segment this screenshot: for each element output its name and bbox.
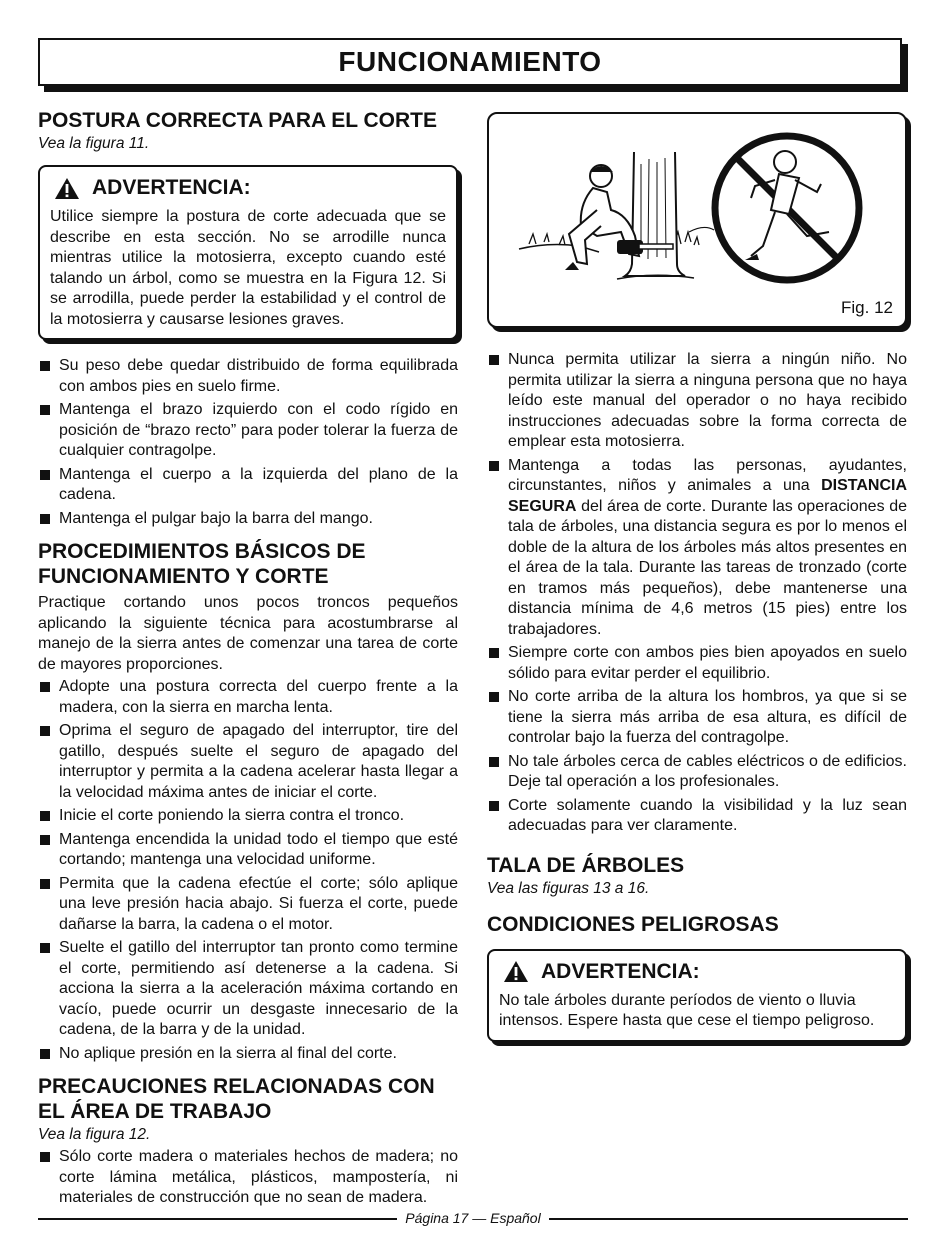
bullet-list [38, 356, 458, 529]
bullet-square-icon [40, 1152, 50, 1162]
figure-reference: Vea la figura 12. [38, 1126, 151, 1143]
bullet-list [487, 350, 907, 837]
list-item [38, 1044, 458, 1065]
figure-reference: Vea las figuras 13 a 16. [487, 879, 650, 897]
list-item-text: Corte solamente cuando la visibilidad y la luz sean adecuadas para ver claramente. [508, 796, 907, 834]
bullet-square-icon [40, 1049, 50, 1059]
page-title: FUNCIONAMIENTO [38, 38, 902, 86]
list-item-text-bold: DISTANCIA SEGURA [508, 477, 907, 515]
list-item [38, 806, 458, 827]
figure-reference: Vea la figura 11. [38, 135, 150, 152]
bullet-square-icon [40, 682, 50, 692]
warning-text: No tale árboles durante períodos de viento o lluvia intensos. Espere hasta que cese el tiempo peligroso. [499, 991, 875, 1029]
list-item [38, 721, 458, 803]
list-item-text: Oprima el seguro de apagado del interruptor, tire del gatillo, después suelte el seguro de apagado del interruptor y permita a la cadena acelerar hasta llegar a la velocidad máxima antes de iniciar el corte. [59, 722, 458, 801]
list-item [38, 400, 458, 462]
list-item-text: Mantenga encendida la unidad todo el tiempo que esté cortando; mantenga una velocidad uniforme. [59, 830, 458, 868]
list-item [38, 356, 458, 397]
warning-header [503, 959, 895, 985]
figure-12 [487, 112, 907, 328]
list-item [38, 830, 458, 871]
section-title-condiciones: CONDICIONES PELIGROSAS [487, 912, 779, 936]
list-item-text: Permita que la cadena efectúe el corte; sólo aplique una leve presión hacia abajo. Si fuerza el corte, puede dañarse la barra, la cadena o el motor. [59, 874, 458, 933]
bullet-square-icon [40, 470, 50, 480]
list-item-text: No tale árboles cerca de cables eléctricos o de edificios. Deje tal operación a los profesionales. [508, 752, 907, 790]
list-item-text: Adopte una postura correcta del cuerpo frente a la madera, con la sierra en marcha lenta. [59, 678, 458, 716]
warning-triangle-icon [503, 960, 529, 983]
list-item [487, 456, 907, 641]
left-column [38, 108, 458, 1212]
right-column [487, 112, 907, 1042]
list-item-text: Mantenga el pulgar bajo la barra del mango. [59, 509, 373, 527]
bullet-square-icon [489, 757, 499, 767]
list-item-text: Suelte el gatillo del interruptor tan pronto como termine el corte, permitiendo así detenerse a la cadena. Si acciona la sierra a la aceleración máxima cortando en vacío, puede ocurrir un desgaste innecesario de la cadena, de la barra y de la unidad. [59, 939, 458, 1038]
bullet-square-icon [489, 692, 499, 702]
section-title-procedimientos: PROCEDIMIENTOS BÁSICOS DE FUNCIONAMIENTO Y CORTE [38, 540, 366, 588]
list-item [487, 643, 907, 684]
list-item [487, 796, 907, 837]
section-intro: Practique cortando unos pocos troncos pequeños aplicando la siguiente técnica para acostumbrarse al manejo de la sierra antes de comenzar una tarea de corte de mayores proporciones. [38, 594, 458, 673]
figure-label: Fig. 12 [841, 298, 893, 317]
list-item-text: No aplique presión en la sierra al final del corte. [59, 1044, 397, 1062]
list-item [38, 677, 458, 718]
bullet-square-icon [489, 461, 499, 471]
bullet-list [38, 1147, 458, 1209]
list-item-text-post: del área de corte. Durante las operaciones de tala de árboles, una distancia segura es por lo menos el doble de la altura de los árboles más altos presentes en el área de la tala. Durante las tareas de tronzado (corte en tramos más pequeños), debe mantenerse una distancia mínima de 4,6 metros (15 pies) entre los trabajadores. [508, 497, 907, 638]
section-title-tala: TALA DE ÁRBOLES [487, 853, 685, 877]
list-item [38, 1147, 458, 1209]
list-item-text: Sólo corte madera o materiales hechos de madera; no corte lámina metálica, plásticos, mampostería, ni materiales de construcción que no sean de madera. [59, 1148, 458, 1206]
bullet-square-icon [489, 801, 499, 811]
warning-box [38, 165, 458, 340]
feller-kneeling-illustration [489, 114, 905, 326]
warning-title: ADVERTENCIA: [541, 959, 700, 983]
warning-title: ADVERTENCIA: [92, 176, 251, 199]
bullet-square-icon [40, 514, 50, 524]
list-item-text-pre: Mantenga a todas las personas, ayudantes, circunstantes, niños y animales a una [508, 456, 907, 494]
list-item-text: Nunca permita utilizar la sierra a ningún niño. No permita utilizar la sierra a ninguna persona que no haya leído este manual del operador o no haya recibido instrucciones adecuadas sobre la forma correcta de emplear esta motosierra. [508, 351, 907, 450]
list-item [38, 465, 458, 506]
list-item [38, 874, 458, 936]
bullet-square-icon [40, 405, 50, 415]
bullet-square-icon [40, 879, 50, 889]
list-item [487, 752, 907, 793]
bullet-square-icon [40, 361, 50, 371]
list-item-text: Mantenga el cuerpo a la izquierda del plano de la cadena. [59, 465, 458, 503]
page-footer [38, 1208, 908, 1228]
bullet-square-icon [40, 943, 50, 953]
bullet-square-icon [40, 835, 50, 845]
list-item [38, 938, 458, 1041]
section-title-postura: POSTURA CORRECTA PARA EL CORTE [38, 109, 438, 132]
list-item [487, 350, 907, 453]
list-item-text: Su peso debe quedar distribuido de forma equilibrada con ambos pies en suelo firme. [59, 357, 458, 395]
list-item-text: Mantenga el brazo izquierdo con el codo rígido en posición de “brazo recto” para poder tolerar la fuerza de cualquier contragolpe. [59, 401, 458, 459]
list-item [38, 509, 458, 530]
warning-header [54, 175, 446, 201]
warning-box [487, 949, 907, 1042]
bullet-list [38, 677, 458, 1064]
bullet-square-icon [489, 648, 499, 658]
section-title-precauciones: PRECAUCIONES RELACIONADAS CON EL ÁREA DE TRABAJO [38, 1075, 435, 1123]
warning-triangle-icon [54, 177, 80, 200]
footer-text: Página 17 — Español [397, 1210, 548, 1226]
warning-text: Utilice siempre la postura de corte adecuada que se describe en esta sección. No se arrodille nunca mientras utilice la motosierra, excepto cuando esté talando un árbol, como se muestra en la Figura 12. Si se arrodilla, puede perder la estabilidad y el control de la motosierra y causarse lesiones graves. [50, 208, 446, 328]
list-item [487, 687, 907, 749]
footer-text-wrap [38, 1208, 908, 1228]
list-item-text: Inicie el corte poniendo la sierra contra el tronco. [59, 807, 405, 824]
bullet-square-icon [40, 726, 50, 736]
bullet-square-icon [40, 811, 50, 821]
list-item-text: No corte arriba de la altura los hombros, ya que si se tiene la sierra más arriba de esa altura, es difícil de controlar bajo la fuerza del contragolpe. [508, 688, 907, 746]
list-item-text: Siempre corte con ambos pies bien apoyados en suelo sólido para evitar perder el equilibrio. [508, 644, 907, 682]
bullet-square-icon [489, 355, 499, 365]
